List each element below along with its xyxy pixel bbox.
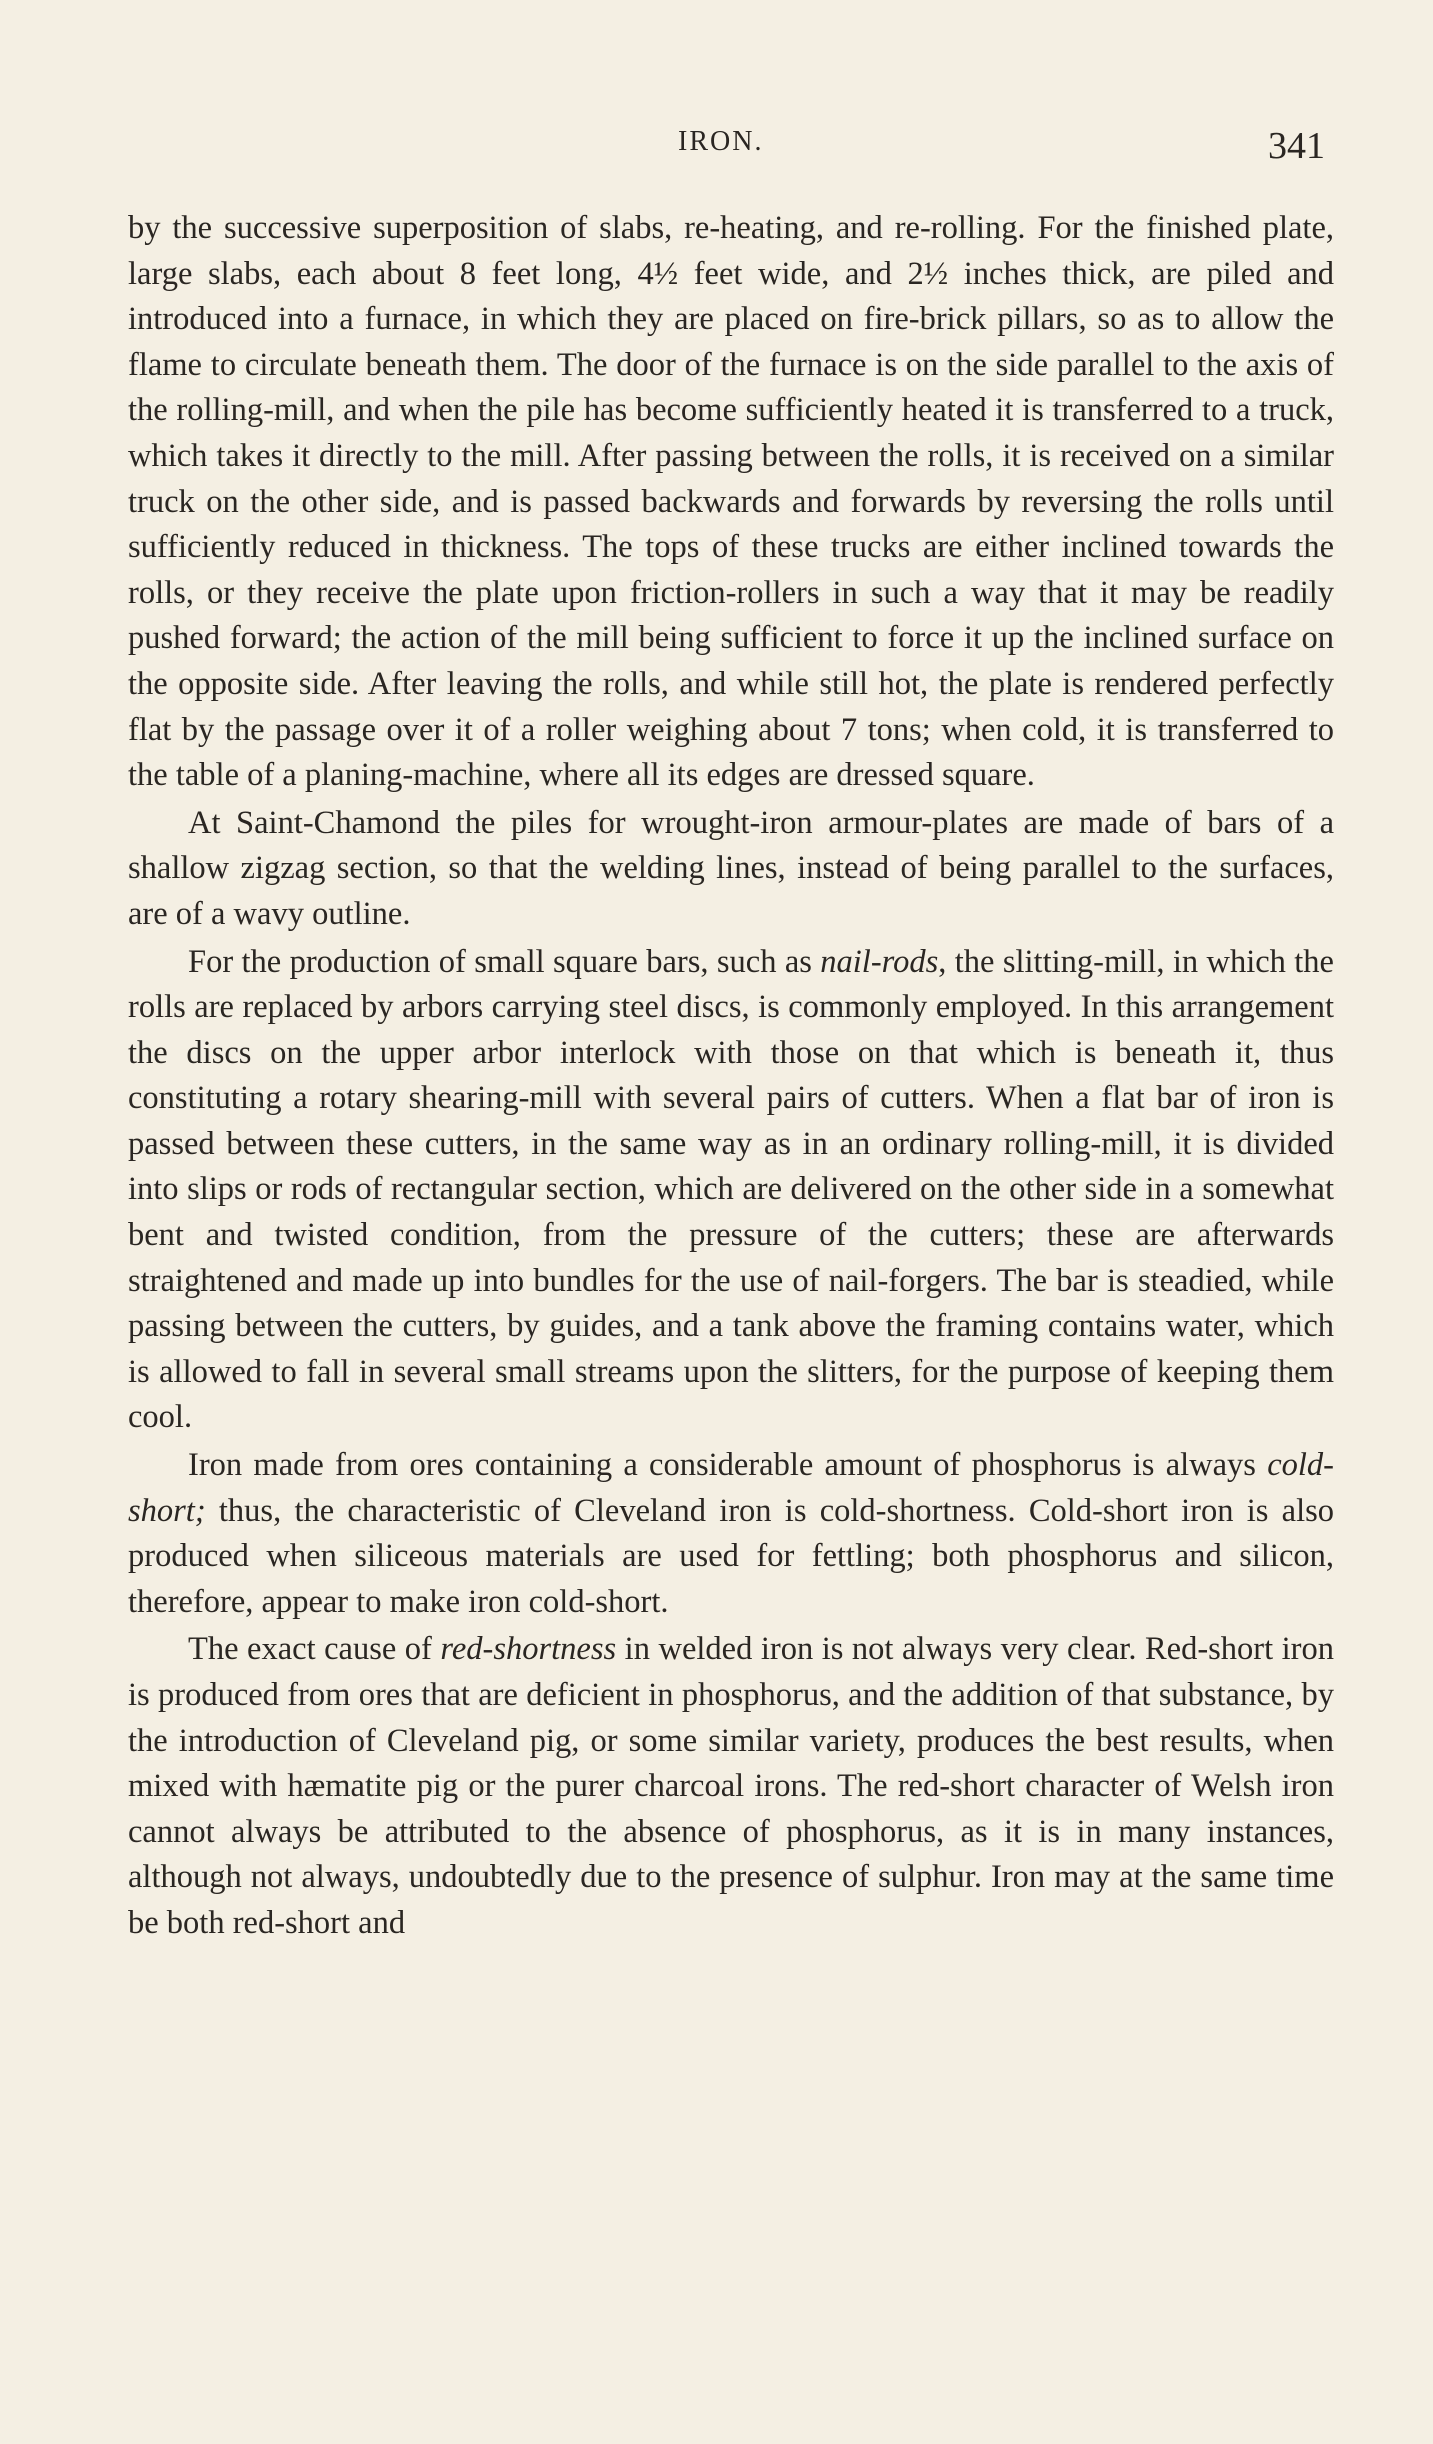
paragraph-2-text: At Saint-Chamond the piles for wrought-iron armour-plates are made of bars of a shallow zigzag section, so that the welding lines, instead of being parallel to the surfaces, are of a wavy outline. [128,804,1334,932]
paragraph-5-italic-term: red-shortness [440,1631,617,1668]
paragraph-3-text-b: , the slitting-mill, in which the rolls are replaced by arbors carrying steel discs, is commonly employed. In this arrangement the discs on the upper arbor interlock with those on that which is beneath it, thus constituting a rotary shearing-mill with several pairs of cutters. When a flat bar of iron is passed between these cutters, in the same way as in an ordinary rolling-mill, it is divided into slips or rods of rectangular section, which are delivered on the other side in a somewhat bent and twisted condition, from the pressure of the cutters; these are afterwards straightened and made up into bundles for the use of nail-forgers. The bar is steadied, while passing between the cutters, by guides, and a tank above the framing contains water, which is allowed to fall in several small streams upon the slitters, for the purpose of keeping them cool. [128,943,1334,1436]
paragraph-3 [128,940,1334,1442]
paragraph-1-text: by the successive superposition of slabs, re-heating, and re-rolling. For the finished plate, large slabs, each about 8 feet long, 4½ feet wide, and 2½ inches thick, are piled and introduced into a furnace, in which they are placed on fire-brick pillars, so as to allow the flame to circulate beneath them. The door of the furnace is on the side parallel to the axis of the rolling-mill, and when the pile has become sufficiently heated it is transferred to a truck, which takes it directly to the mill. After passing between the rolls, it is received on a similar truck on the other side, and is passed backwards and forwards by reversing the rolls until sufficiently reduced in thickness. The tops of these trucks are either inclined towards the rolls, or they receive the plate upon friction-rollers in such a way that it may be readily pushed forward; the action of the mill being sufficient to force it up the inclined surface on the opposite side. After leaving the rolls, and while still hot, the plate is rendered perfectly flat by the passage over it of a roller weighing about 7 tons; when cold, it is transferred to the table of a planing-machine, where all its edges are dressed square. [128,210,1334,794]
paragraph-1 [128,206,1334,799]
paragraph-4-text-a: Iron made from ores containing a considerable amount of phosphorus is always [188,1447,1268,1484]
paragraph-4 [128,1443,1334,1625]
paragraph-5 [128,1627,1334,1946]
paragraph-5-text-b: in welded iron is not always very clear. Red-short iron is produced from ores that are deficient in phosphorus, and the addition of that substance, by the introduction of Cleveland pig, or some similar variety, produces the best results, when mixed with hæmatite pig or the purer charcoal irons. The red-short character of Welsh iron cannot always be attributed to the absence of phosphorus, as it is in many instances, although not always, undoubtedly due to the presence of sulphur. Iron may at the same time be both red-short and [128,1631,1335,1941]
body-text [128,206,1334,1947]
paragraph-4-text-b: thus, the characteristic of Cleveland iron is cold-shortness. Cold-short iron is also produced when siliceous materials are used for fettling; both phosphorus and silicon, therefore, appear to make iron cold-short. [128,1492,1334,1620]
running-head: IRON. [678,126,764,157]
page-number: 341 [1268,125,1325,167]
page-header [0,118,1433,178]
paragraph-5-text-a: The exact cause of [188,1631,441,1668]
paragraph-2 [128,801,1334,938]
paragraph-4-italic-term: cold-short; [128,1447,1334,1529]
paragraph-3-italic-term: nail-rods [820,943,939,980]
paragraph-3-text-a: For the production of small square bars, such as [188,943,821,980]
